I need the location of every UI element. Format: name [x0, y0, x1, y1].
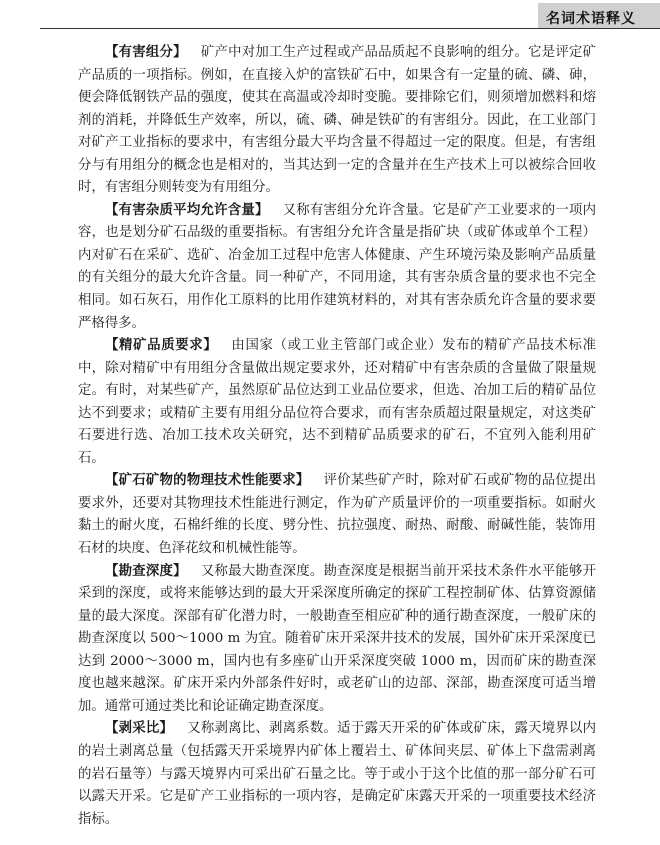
- header-title: 名词术语释义: [546, 11, 636, 27]
- entry-term: 【勘查深度】: [105, 563, 187, 579]
- glossary-entry-exploration-depth: [78, 561, 596, 719]
- glossary-entry-physical-technical-properties: [78, 470, 596, 560]
- glossary-entry-harmful-component: [78, 42, 596, 200]
- entry-term: 【精矿品质要求】: [105, 338, 218, 354]
- page-header: [0, 0, 660, 30]
- entry-definition: 矿产中对加工生产过程或产品品质起不良影响的组分。它是评定矿产品质的一项指标。例如，在直接入炉的富铁矿石中，如果含有一定量的硫、磷、砷，便会降低钢铁产品的强度，使其在高温或冷却时变脆。要排除它们，则须增加燃料和熔剂的消耗，并降低生产效率，所以，硫、磷、砷是铁矿的有害组分。因此，在工业部门对矿产工业指标的要求中，有害组分最大平均含量不得超过一定的限度。但是，有害组分与有用组分的概念也是相对的，当其达到一定的含量并在生产技术上可以被综合回收时，有害组分则转变为有用组分。: [78, 45, 597, 196]
- glossary-body: [78, 42, 596, 831]
- glossary-entry-stripping-ratio: [78, 718, 596, 831]
- entry-definition: 又称最大勘查深度。勘查深度是根据当前开采技术条件水平能够开采到的深度，或将来能够达到的最大开采深度所确定的探矿工程控制矿体、估算资源储量的最大深度。深部有矿化潜力时，一般勘查至相应矿种的通行勘查深度，一般矿床的勘查深度以 500～1000 m 为宜。随着矿床开采深井技术的发展，国外矿床开采深度已达到 2000～3000 m，国内也有多座矿山开采深度突破 1000 m，因而矿床的勘查深度也越来越深。矿床开采内外部条件好时，或老矿山的边部、深部，勘查深度可适当增加。通常可通过类比和论证确定勘查深度。: [78, 563, 597, 714]
- entry-term: 【有害组分】: [105, 45, 187, 60]
- entry-definition: 由国家（或工业主管部门或企业）发布的精矿产品技术标准中，除对精矿中有用组分含量做出规定要求外，还对精矿中有害杂质的含量做了限量规定。有时，对某些矿产，虽然原矿品位达到工业品位要求，但选、冶加工后的精矿品位达不到要求；或精矿主要有用组分品位符合要求，而有害杂质超过限量规定，对这类矿石要进行选、冶加工技术攻关研究，达不到精矿品质要求的矿石，不宜列入能利用矿石。: [78, 338, 596, 466]
- glossary-entry-concentrate-quality: [78, 335, 596, 470]
- header-rule: [40, 28, 660, 29]
- entry-term: 【剥采比】: [105, 721, 174, 737]
- entry-definition: 又称有害组分允许含量。它是矿产工业要求的一项内容，也是划分矿石品级的重要指标。有害组分允许含量是指矿块（或矿体或单个工程）内对矿石在采矿、选矿、冶金加工过程中危害人体健康、产生环境污染及影响产品质量的有关组分的最大允许含量。同一种矿产，不同用途，其有害杂质含量的要求也不完全相同。如石灰石，用作化工原料的比用作建筑材料的，对其有害杂质允许含量的要求要严格得多。: [78, 202, 597, 331]
- glossary-entry-harmful-impurity-limit: [78, 200, 596, 335]
- entry-term: 【矿石矿物的物理技术性能要求】: [105, 473, 310, 489]
- entry-definition: 又称剥离比、剥离系数。适于露天开采的矿体或矿床，露天境界以内的岩土剥离总量（包括露天开采境界内矿体上覆岩土、矿体间夹层、矿体上下盘需剥离的岩石量等）与露天境界内可采出矿石量之比。等于或小于这个比值的那一部分矿石可以露天开采。它是矿产工业指标的一项内容，是确定矿床露天开采的一项重要技术经济指标。: [78, 721, 597, 827]
- entry-definition: 评价某些矿产时，除对矿石或矿物的品位提出要求外，还要对其物理技术性能进行测定，作为矿产质量评价的一项重要指标。如耐火黏土的耐火度，石棉纤维的长度、劈分性、抗拉强度、耐热、耐酸、耐碱性能，装饰用石材的块度、色泽花纹和机械性能等。: [78, 473, 597, 557]
- entry-term: 【有害杂质平均允许含量】: [105, 202, 269, 218]
